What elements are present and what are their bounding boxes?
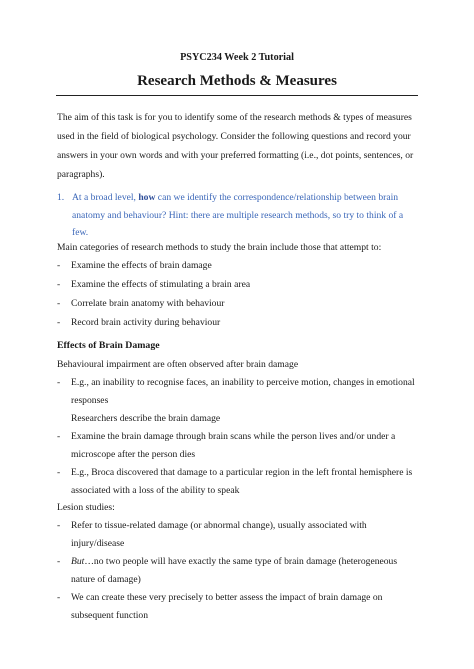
- question-keyword: how: [138, 192, 156, 203]
- list-item-text: Correlate brain anatomy with behaviour: [71, 298, 225, 309]
- course-heading: PSYC234 Week 2 Tutorial: [180, 52, 294, 63]
- list-item-text: We can create these very precisely to better assess the impact of brain damage on subsequent function: [71, 592, 383, 621]
- list-item-text: [71, 553, 419, 589]
- question-pre: At a broad level,: [72, 192, 139, 203]
- list-item-text: Examine the effects of brain damage: [71, 260, 212, 271]
- list-item-text: Record brain activity during behaviour: [71, 317, 221, 328]
- indented-line: Researchers describe the brain damage: [71, 413, 221, 424]
- bullet-dash: -: [57, 467, 61, 478]
- bullet-dash: -: [57, 556, 61, 567]
- list-item-text: E.g., an inability to recognise faces, an inability to perceive motion, changes in emotional responses: [71, 377, 415, 406]
- effects-lead: Behavioural impairment are often observed after brain damage: [57, 359, 299, 370]
- list-item: [57, 428, 419, 464]
- list-item-text: E.g., Broca discovered that damage to a particular region in the left frontal hemisphere is associated with a loss of the ability to speak: [71, 467, 413, 496]
- list-item: [57, 257, 419, 275]
- list-item-text: Refer to tissue-related damage (or abnormal change), usually associated with injury/disease: [71, 520, 367, 549]
- list-item-text: Examine the effects of stimulating a brain area: [71, 279, 251, 290]
- section-heading-effects: Effects of Brain Damage: [57, 340, 160, 351]
- question-1: [57, 189, 419, 242]
- list-item: [57, 589, 419, 625]
- list-item: [57, 553, 419, 589]
- list-item: [57, 314, 419, 332]
- bullet-dash: -: [57, 298, 61, 309]
- list-item: [57, 374, 419, 410]
- list-item: [57, 517, 419, 553]
- lesion-lead: Lesion studies:: [57, 502, 115, 513]
- bullet-dash: -: [57, 260, 61, 271]
- bullet-dash: -: [57, 317, 61, 328]
- list-item-rest: …no two people will have exactly the same type of brain damage (heterogeneous nature of damage): [71, 556, 398, 585]
- question-number: 1.: [57, 192, 65, 203]
- question-post: can we identify the correspondence/relationship between brain anatomy and behaviour? Hint: there are multiple research methods, so try to think of a few.: [72, 192, 404, 238]
- list-item: [57, 295, 419, 313]
- page-title: Research Methods & Measures: [137, 73, 337, 89]
- intro-paragraph: The aim of this task is for you to identify some of the research methods & types of measures used in the field of biological psychology. Consider the following questions and record your answers in your own words and with your preferred formatting (i.e., dot points, sentences, or paragraphs).: [57, 112, 414, 180]
- bullet-dash: -: [57, 377, 61, 388]
- bullet-dash: -: [57, 279, 61, 290]
- bullet-dash: -: [57, 431, 61, 442]
- bullet-dash: -: [57, 520, 61, 531]
- bullet-dash: -: [57, 592, 61, 603]
- emphasis-but: But: [71, 556, 85, 567]
- main-categories-lead: Main categories of research methods to study the brain include those that attempt to:: [57, 242, 382, 253]
- list-item-text: Examine the brain damage through brain scans while the person lives and/or under a microscope after the person dies: [71, 431, 396, 460]
- list-item: [57, 276, 419, 294]
- title-divider: [56, 95, 418, 96]
- list-item: [57, 464, 419, 500]
- question-text: [72, 189, 419, 242]
